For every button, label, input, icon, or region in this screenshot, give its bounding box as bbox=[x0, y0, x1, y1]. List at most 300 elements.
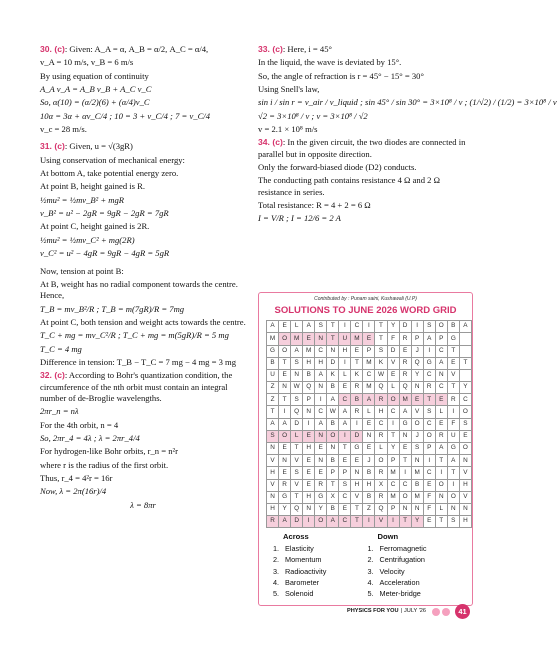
across-heading: Across bbox=[283, 532, 309, 542]
solution-text: v = 2.1 × 10⁸ m/s bbox=[258, 124, 318, 135]
grid-cell: M bbox=[387, 491, 399, 503]
grid-cell: I bbox=[303, 418, 315, 430]
grid-cell: R bbox=[375, 394, 387, 406]
grid-cell: H bbox=[267, 503, 279, 515]
grid-cell: T bbox=[447, 382, 459, 394]
solution-text: √2 = 3×10⁸ / v ; v = 3×10⁸ / √2 bbox=[258, 110, 368, 121]
grid-cell: N bbox=[399, 503, 411, 515]
grid-cell: D bbox=[351, 430, 363, 442]
solution-text: v_C² = u² − 4gR = 9gR − 4gR = 5gR bbox=[40, 248, 170, 259]
grid-cell: G bbox=[315, 491, 327, 503]
grid-cell: C bbox=[315, 345, 327, 357]
grid-cell: R bbox=[399, 369, 411, 381]
grid-cell: G bbox=[423, 357, 435, 369]
question-number: 33. (c) bbox=[258, 44, 283, 54]
grid-cell: V bbox=[387, 357, 399, 369]
grid-cell: C bbox=[339, 516, 351, 528]
grid-cell: R bbox=[435, 430, 447, 442]
grid-cell: I bbox=[339, 430, 351, 442]
grid-cell: E bbox=[339, 455, 351, 467]
grid-cell: Y bbox=[387, 321, 399, 333]
grid-cell: R bbox=[399, 333, 411, 345]
grid-cell: V bbox=[291, 479, 303, 491]
solution-text: Using Snell's law, bbox=[258, 84, 320, 95]
grid-cell: S bbox=[291, 467, 303, 479]
grid-cell: N bbox=[363, 430, 375, 442]
grid-cell: B bbox=[327, 455, 339, 467]
grid-cell: O bbox=[279, 345, 291, 357]
grid-cell: S bbox=[291, 394, 303, 406]
grid-cell: R bbox=[447, 394, 459, 406]
grid-cell: T bbox=[327, 321, 339, 333]
grid-cell: P bbox=[387, 455, 399, 467]
grid-cell: F bbox=[423, 491, 435, 503]
grid-cell: P bbox=[387, 503, 399, 515]
grid-cell: K bbox=[375, 357, 387, 369]
solution-line bbox=[40, 357, 246, 368]
grid-row bbox=[267, 467, 472, 479]
grid-cell: A bbox=[267, 321, 279, 333]
solution-text: At point C, both tension and weight acts towards the centre. bbox=[40, 316, 246, 327]
grid-cell: F bbox=[447, 418, 459, 430]
grid-cell: O bbox=[387, 394, 399, 406]
grid-cell: E bbox=[303, 455, 315, 467]
grid-cell: Y bbox=[387, 443, 399, 455]
solution-line bbox=[40, 420, 246, 431]
word-grid-credit: Contributed by : Punam saini, Kushawali (U.P) bbox=[314, 296, 417, 302]
grid-cell: T bbox=[291, 491, 303, 503]
solution-line bbox=[258, 162, 472, 173]
grid-cell: T bbox=[351, 503, 363, 515]
grid-cell: B bbox=[327, 418, 339, 430]
grid-cell: H bbox=[363, 479, 375, 491]
grid-cell: E bbox=[303, 467, 315, 479]
grid-cell: N bbox=[291, 369, 303, 381]
solution-line bbox=[40, 44, 246, 55]
grid-row bbox=[267, 491, 472, 503]
grid-cell: T bbox=[279, 394, 291, 406]
solution-line bbox=[40, 181, 246, 192]
solution-line bbox=[40, 460, 246, 471]
grid-cell: X bbox=[375, 479, 387, 491]
grid-cell: R bbox=[399, 357, 411, 369]
grid-cell: J bbox=[363, 455, 375, 467]
grid-cell: X bbox=[327, 491, 339, 503]
grid-cell: B bbox=[351, 394, 363, 406]
grid-row bbox=[267, 406, 472, 418]
grid-cell: O bbox=[399, 491, 411, 503]
grid-cell: H bbox=[339, 345, 351, 357]
grid-cell: Q bbox=[399, 382, 411, 394]
grid-cell: A bbox=[267, 418, 279, 430]
grid-cell: N bbox=[411, 382, 423, 394]
grid-cell: R bbox=[375, 430, 387, 442]
clue-item: 5. Meter-bridge bbox=[367, 588, 421, 598]
grid-row bbox=[267, 516, 472, 528]
grid-cell: V bbox=[267, 479, 279, 491]
grid-cell: O bbox=[447, 491, 459, 503]
grid-cell: T bbox=[447, 467, 459, 479]
grid-cell: H bbox=[303, 491, 315, 503]
grid-cell: I bbox=[351, 418, 363, 430]
solution-line bbox=[258, 44, 472, 55]
solution-text: Now, tension at point B: bbox=[40, 265, 124, 276]
grid-cell: B bbox=[267, 357, 279, 369]
grid-cell: Y bbox=[411, 369, 423, 381]
grid-row bbox=[267, 333, 472, 345]
grid-cell: C bbox=[459, 394, 471, 406]
grid-cell: U bbox=[339, 333, 351, 345]
grid-cell: H bbox=[351, 479, 363, 491]
clue-item: 3. Radioactivity bbox=[273, 566, 327, 576]
grid-cell: N bbox=[435, 491, 447, 503]
grid-row bbox=[267, 394, 472, 406]
grid-cell: J bbox=[411, 430, 423, 442]
solution-line bbox=[40, 235, 246, 246]
grid-cell: B bbox=[447, 321, 459, 333]
grid-cell: A bbox=[291, 345, 303, 357]
solution-text: Total resistance: R = 4 + 2 = 6 Ω bbox=[258, 200, 371, 211]
word-grid-solution-box bbox=[258, 292, 473, 606]
grid-cell: W bbox=[327, 406, 339, 418]
grid-cell: I bbox=[279, 406, 291, 418]
grid-cell: C bbox=[423, 418, 435, 430]
grid-cell: T bbox=[459, 357, 471, 369]
grid-cell: V bbox=[291, 455, 303, 467]
solution-text: v_c = 28 m/s. bbox=[40, 124, 87, 135]
grid-cell: L bbox=[375, 443, 387, 455]
grid-cell: H bbox=[267, 467, 279, 479]
grid-cell: S bbox=[459, 418, 471, 430]
grid-cell: C bbox=[363, 369, 375, 381]
solution-line bbox=[258, 111, 472, 122]
grid-cell: S bbox=[375, 345, 387, 357]
grid-cell: N bbox=[459, 503, 471, 515]
solution-line bbox=[40, 446, 246, 457]
solution-line bbox=[258, 124, 472, 135]
grid-cell: B bbox=[327, 382, 339, 394]
grid-cell: E bbox=[363, 443, 375, 455]
grid-cell: E bbox=[351, 455, 363, 467]
grid-cell: G bbox=[279, 491, 291, 503]
solution-text: The conducting path contains resistance 4 Ω and 2 Ω resistance in series. bbox=[258, 175, 440, 197]
grid-cell: L bbox=[387, 382, 399, 394]
grid-cell: G bbox=[447, 333, 459, 345]
solution-text: ½mu² = ½mv_C² + mg(2R) bbox=[40, 234, 135, 245]
grid-cell: A bbox=[459, 321, 471, 333]
grid-cell: T bbox=[291, 443, 303, 455]
grid-cell: E bbox=[351, 345, 363, 357]
solution-text: So, the angle of refraction is r = 45° − 15° = 30° bbox=[258, 70, 424, 81]
solution-text: For hydrogen-like Bohr orbits, r_n = n²r bbox=[40, 446, 178, 457]
grid-cell: E bbox=[423, 516, 435, 528]
grid-cell: R bbox=[279, 479, 291, 491]
grid-cell: P bbox=[435, 333, 447, 345]
solution-text: Now, λ = 2π(16r)/4 bbox=[40, 486, 107, 497]
grid-cell: Y bbox=[459, 382, 471, 394]
word-grid-title: SOLUTIONS TO JUNE 2026 WORD GRID bbox=[274, 304, 457, 316]
solution-line bbox=[40, 71, 246, 82]
solution-text: 10α = 3α + αv_C/4 ; 10 = 3 + v_C/4 ; 7 = v_C/4 bbox=[40, 110, 210, 121]
grid-cell: C bbox=[375, 418, 387, 430]
grid-cell: C bbox=[435, 382, 447, 394]
solution-text: ½mu² = ½mv_B² + mgR bbox=[40, 194, 125, 205]
grid-cell: H bbox=[375, 406, 387, 418]
solution-line bbox=[40, 486, 246, 497]
grid-cell: G bbox=[399, 418, 411, 430]
grid-cell: C bbox=[315, 406, 327, 418]
grid-cell: R bbox=[315, 479, 327, 491]
grid-cell: N bbox=[351, 467, 363, 479]
grid-cell: I bbox=[411, 321, 423, 333]
grid-cell: Q bbox=[303, 382, 315, 394]
solution-text: So, α(10) = (α/2)(6) + (α/4)v_C bbox=[40, 97, 150, 108]
grid-cell: E bbox=[339, 503, 351, 515]
grid-cell: E bbox=[303, 333, 315, 345]
grid-cell: I bbox=[435, 467, 447, 479]
grid-cell: A bbox=[279, 516, 291, 528]
grid-cell: V bbox=[459, 491, 471, 503]
solution-line bbox=[40, 317, 246, 328]
grid-cell: Z bbox=[267, 394, 279, 406]
grid-cell: G bbox=[351, 443, 363, 455]
grid-cell: N bbox=[459, 455, 471, 467]
grid-cell: Q bbox=[375, 382, 387, 394]
grid-cell: O bbox=[279, 333, 291, 345]
grid-row bbox=[267, 479, 472, 491]
grid-cell: M bbox=[303, 345, 315, 357]
grid-cell: Q bbox=[291, 406, 303, 418]
grid-cell: S bbox=[267, 430, 279, 442]
grid-cell: E bbox=[459, 430, 471, 442]
grid-cell: E bbox=[279, 467, 291, 479]
grid-cell: V bbox=[375, 516, 387, 528]
grid-cell: R bbox=[267, 516, 279, 528]
grid-cell: S bbox=[291, 357, 303, 369]
solution-line bbox=[258, 97, 557, 108]
clue-item: 2. Centrifugation bbox=[367, 555, 425, 565]
grid-cell: I bbox=[339, 321, 351, 333]
solution-line bbox=[40, 141, 246, 152]
grid-cell: I bbox=[339, 357, 351, 369]
grid-cell: T bbox=[267, 406, 279, 418]
solution-text: Thus, r_4 = 4²r = 16r bbox=[40, 473, 113, 483]
grid-cell: M bbox=[267, 333, 279, 345]
solutions-left-column bbox=[40, 44, 246, 513]
grid-cell: M bbox=[411, 467, 423, 479]
grid-cell: I bbox=[315, 394, 327, 406]
solution-line bbox=[40, 500, 246, 511]
grid-cell: N bbox=[315, 430, 327, 442]
grid-cell: D bbox=[291, 516, 303, 528]
grid-cell: N bbox=[315, 455, 327, 467]
grid-cell: Y bbox=[411, 516, 423, 528]
down-clues bbox=[368, 532, 463, 600]
clue-item: 4. Barometer bbox=[273, 577, 320, 587]
solution-text: By using equation of continuity bbox=[40, 70, 149, 81]
grid-cell: H bbox=[459, 479, 471, 491]
grid-cell: E bbox=[315, 467, 327, 479]
solution-line bbox=[40, 330, 246, 341]
grid-cell: S bbox=[411, 443, 423, 455]
grid-cell: N bbox=[303, 406, 315, 418]
clue-item: 5. Solenoid bbox=[273, 588, 314, 598]
grid-cell: L bbox=[435, 503, 447, 515]
grid-cell: I bbox=[423, 455, 435, 467]
grid-cell: Y bbox=[279, 503, 291, 515]
grid-cell: H bbox=[315, 357, 327, 369]
grid-cell: D bbox=[291, 418, 303, 430]
grid-cell: E bbox=[363, 333, 375, 345]
clue-item: 1. Ferromagnetic bbox=[367, 544, 427, 554]
grid-cell: P bbox=[411, 333, 423, 345]
solution-line bbox=[258, 84, 472, 95]
grid-cell: E bbox=[423, 479, 435, 491]
question-number: 30. (c) bbox=[40, 44, 65, 54]
solution-text: Difference in tension: T_B − T_C = 7 mg − 4 mg = 3 mg bbox=[40, 356, 237, 367]
solution-text: : Given, u = √(3gR) bbox=[64, 141, 133, 152]
grid-cell: T bbox=[435, 455, 447, 467]
grid-cell: O bbox=[411, 418, 423, 430]
grid-cell: V bbox=[267, 455, 279, 467]
solution-text: At point C, height gained is 2R. bbox=[40, 221, 150, 232]
grid-cell: I bbox=[447, 406, 459, 418]
grid-cell: D bbox=[387, 345, 399, 357]
grid-cell: E bbox=[387, 369, 399, 381]
grid-row bbox=[267, 369, 472, 381]
grid-cell: P bbox=[327, 467, 339, 479]
grid-cell: N bbox=[267, 491, 279, 503]
grid-cell: A bbox=[399, 406, 411, 418]
grid-cell: A bbox=[363, 394, 375, 406]
grid-cell: Z bbox=[267, 382, 279, 394]
question-number: 34. (c) bbox=[258, 137, 283, 148]
grid-cell: N bbox=[267, 443, 279, 455]
grid-row bbox=[267, 503, 472, 515]
grid-cell: E bbox=[411, 394, 423, 406]
grid-cell: O bbox=[459, 443, 471, 455]
solution-text: So, 2πr_4 = 4λ ; λ = 2πr_4/4 bbox=[40, 432, 140, 443]
solution-line bbox=[40, 406, 246, 417]
grid-cell: V bbox=[447, 369, 459, 381]
question-number: 32. (c) bbox=[40, 370, 65, 381]
grid-cell: T bbox=[375, 321, 387, 333]
solution-text: sin i / sin r = v_air / v_liquid ; sin 45° / sin 30° = 3×10⁸ / v ; (1/√2) / (1/2) = 3×10⁸ / v bbox=[258, 97, 557, 108]
grid-row bbox=[267, 455, 472, 467]
grid-cell: L bbox=[291, 430, 303, 442]
grid-cell: E bbox=[399, 443, 411, 455]
grid-cell: M bbox=[363, 357, 375, 369]
grid-cell: I bbox=[387, 516, 399, 528]
grid-cell: E bbox=[435, 418, 447, 430]
solutions-right-column bbox=[258, 44, 557, 227]
solution-line bbox=[40, 57, 246, 68]
page-number: 41 bbox=[455, 604, 470, 619]
solution-line bbox=[40, 84, 246, 95]
grid-cell: E bbox=[315, 443, 327, 455]
grid-cell: N bbox=[411, 455, 423, 467]
grid-row bbox=[267, 345, 472, 357]
grid-cell: N bbox=[315, 382, 327, 394]
solution-line bbox=[258, 137, 472, 160]
solution-line bbox=[40, 304, 246, 315]
grid-cell: Y bbox=[315, 503, 327, 515]
grid-cell: G bbox=[447, 443, 459, 455]
grid-cell: H bbox=[459, 516, 471, 528]
grid-cell: P bbox=[423, 443, 435, 455]
magazine-name: PHYSICS FOR YOU bbox=[347, 607, 399, 614]
solution-line bbox=[40, 97, 246, 108]
grid-cell: C bbox=[435, 345, 447, 357]
grid-cell: T bbox=[435, 516, 447, 528]
grid-cell: I bbox=[387, 418, 399, 430]
solution-text: At bottom A, take potential energy zero. bbox=[40, 168, 179, 179]
solution-line bbox=[40, 266, 246, 277]
grid-cell: O bbox=[435, 321, 447, 333]
solution-text: In the liquid, the wave is deviated by 15°. bbox=[258, 57, 402, 68]
grid-cell: A bbox=[279, 418, 291, 430]
grid-cell: D bbox=[327, 357, 339, 369]
grid-cell: V bbox=[459, 467, 471, 479]
grid-cell: N bbox=[303, 503, 315, 515]
solution-text: Using conservation of mechanical energy: bbox=[40, 154, 185, 165]
grid-cell: W bbox=[375, 369, 387, 381]
grid-cell: O bbox=[375, 455, 387, 467]
clue-item: 4. Acceleration bbox=[367, 577, 420, 587]
grid-cell: T bbox=[351, 516, 363, 528]
grid-cell: B bbox=[327, 503, 339, 515]
grid-cell: Z bbox=[363, 503, 375, 515]
grid-cell: R bbox=[375, 491, 387, 503]
grid-cell: D bbox=[399, 321, 411, 333]
grid-cell: C bbox=[387, 406, 399, 418]
clue-item: 2. Momentum bbox=[273, 555, 322, 565]
grid-cell: V bbox=[411, 406, 423, 418]
grid-row bbox=[267, 443, 472, 455]
grid-cell: A bbox=[327, 516, 339, 528]
grid-row bbox=[267, 382, 472, 394]
grid-cell: T bbox=[327, 333, 339, 345]
grid-cell: B bbox=[411, 479, 423, 491]
grid-cell: J bbox=[411, 345, 423, 357]
grid-cell: M bbox=[351, 333, 363, 345]
grid-cell: T bbox=[375, 333, 387, 345]
solution-text: 2πr_n = nλ bbox=[40, 406, 79, 417]
grid-cell: T bbox=[399, 516, 411, 528]
grid-cell: E bbox=[303, 430, 315, 442]
grid-cell: N bbox=[399, 430, 411, 442]
grid-cell: P bbox=[303, 394, 315, 406]
grid-cell: E bbox=[447, 357, 459, 369]
grid-cell: C bbox=[399, 479, 411, 491]
grid-cell: I bbox=[399, 467, 411, 479]
grid-cell: S bbox=[423, 321, 435, 333]
grid-cell: S bbox=[339, 479, 351, 491]
grid-cell: C bbox=[339, 491, 351, 503]
down-heading: Down bbox=[377, 532, 399, 542]
solution-line bbox=[258, 200, 472, 211]
solution-text: : In the given circuit, the two diodes are connected in parallel but in opposite direction. bbox=[258, 137, 466, 159]
grid-cell: U bbox=[447, 430, 459, 442]
grid-cell: L bbox=[291, 321, 303, 333]
grid-cell: M bbox=[411, 491, 423, 503]
grid-cell: I bbox=[303, 516, 315, 528]
solution-text: : Here, i = 45° bbox=[282, 44, 332, 54]
grid-cell: T bbox=[423, 394, 435, 406]
grid-cell: N bbox=[435, 369, 447, 381]
solution-line bbox=[40, 111, 246, 122]
footer-dots-icon bbox=[432, 608, 452, 616]
